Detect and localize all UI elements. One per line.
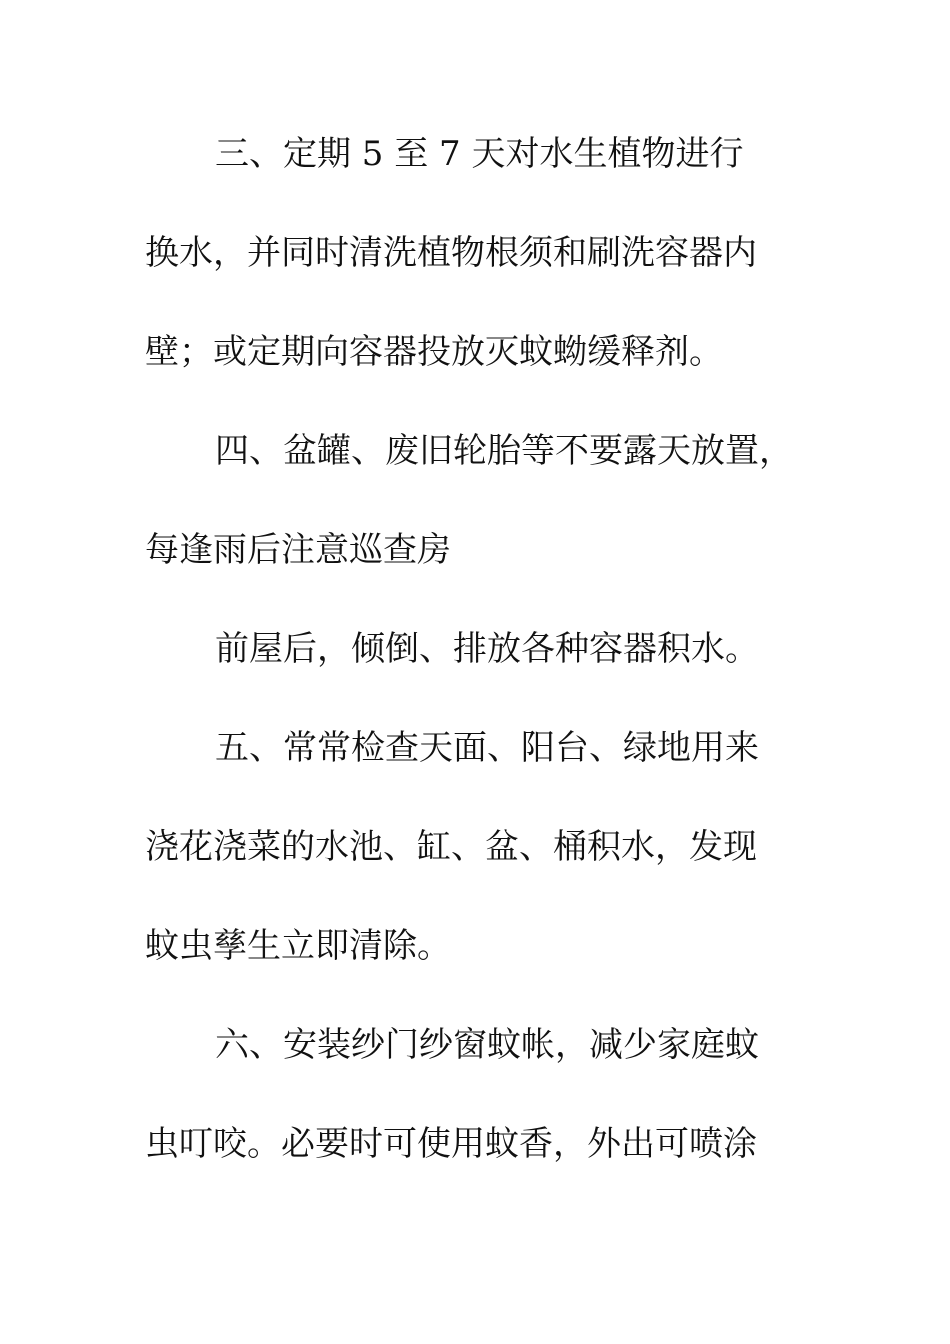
document-body <box>145 124 793 1213</box>
paragraph-3-line-3: 壁；或定期向容器投放灭蚊蚴缓释剂。 <box>145 332 723 372</box>
paragraph-6-line-2: 虫叮咬。必要时可使用蚊香，外出可喷涂 <box>145 1124 757 1164</box>
paragraph-5-line-2: 浇花浇菜的水池、缸、盆、桶积水，发现 <box>145 827 757 867</box>
paragraph-6-line-1: 六、安装纱门纱窗蚊帐，减少家庭蚊 <box>215 1025 759 1065</box>
paragraph-4-line-3: 前屋后，倾倒、排放各种容器积水。 <box>215 629 759 669</box>
paragraph-5-line-3: 蚊虫孳生立即清除。 <box>145 926 451 966</box>
paragraph-3-line-2: 换水，并同时清洗植物根须和刷洗容器内 <box>145 233 757 273</box>
paragraph-5-line-1: 五、常常检查天面、阳台、绿地用来 <box>215 728 759 768</box>
paragraph-4-line-2: 每逢雨后注意巡查房 <box>145 530 451 570</box>
paragraph-3-line-1: 三、定期 5 至 7 天对水生植物进行 <box>215 134 744 174</box>
paragraph-4-line-1: 四、盆罐、废旧轮胎等不要露天放置， <box>215 431 793 471</box>
